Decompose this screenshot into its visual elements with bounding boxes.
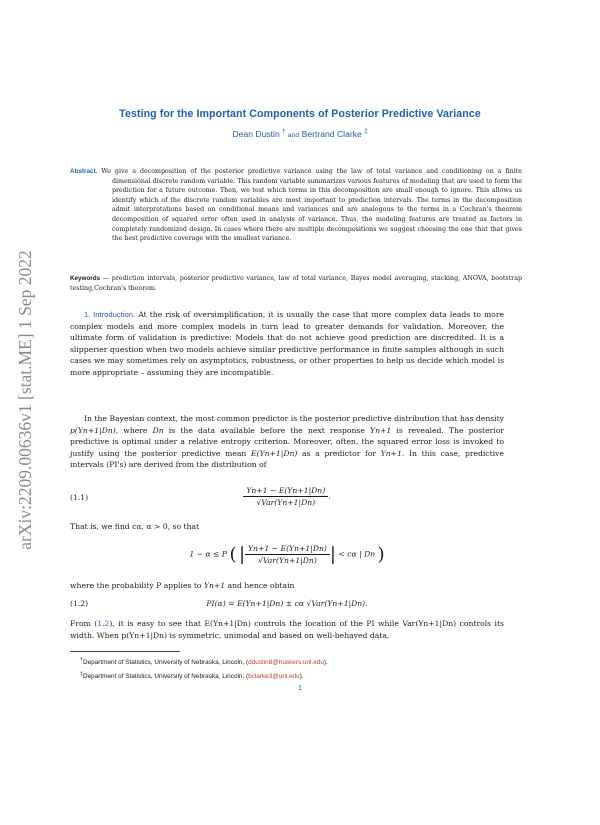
fraction-denominator: √Var(Yn+1|Dn) — [256, 498, 316, 507]
footnotes — [80, 655, 510, 682]
author-footnote-mark[interactable]: † — [282, 129, 286, 136]
section-heading: 1. Introduction. — [84, 310, 136, 319]
authors-and: and — [287, 132, 300, 139]
math-inline: Yn+1 — [203, 581, 226, 590]
fraction-numerator: Yn+1 − E(Yn+1|Dn) — [245, 543, 330, 555]
paragraph-text: ), it is easy to see that E(Yn+1|Dn) controls the location of the PI while Var(Yn+1|Dn) controls its width. When p(Yn+1|Dn) is symmetric, unimodal and based on well-behaved data, — [70, 619, 504, 640]
math-inline: Dn — [152, 425, 164, 435]
paragraph-text: , where — [115, 425, 153, 435]
abstract-text: We give a decomposition of the posterior predictive variance using the law of total variance and conditioning on a finite dimensional discrete random variable. This random variable summarizes various features of modeling that are used to form the prediction for a future outcome. Then, we test which terms in this decomposition are small enough to ignore. This allows us identify which of the discrete random variables are most important to prediction intervals. The terms in the decomposition admit interpretations based on conditional means and variances and are analogous to the terms in a Cochran's theorem decomposition of squared error often used in analysis of variance. Thus, the modeling features are treated as factors in completely randomized design. In cases where there are multiple decompositions we suggest choosing the one that that gives the best predictive coverage with the smallest variance. — [101, 168, 522, 243]
paragraph-text: In the Bayesian context, the most common predictor is the posterior predictive distribution that has density — [84, 414, 504, 423]
email-link[interactable]: ddustin8@huskers.unl.edu — [248, 659, 324, 667]
footnote-mark: ‡ — [80, 670, 83, 677]
math-inline: p(Yn+1|Dn) — [70, 425, 116, 435]
equation-end: . — [328, 491, 331, 501]
author-footnote-mark[interactable]: ‡ — [364, 129, 368, 136]
equation-body: PI(α) = E(Yn+1|Dn) ± cα √Var(Yn+1|Dn). — [206, 599, 368, 608]
equation-lhs: 1 − α ≤ P — [189, 549, 228, 559]
equation-number: (1.2) — [70, 599, 89, 608]
math-inline: Yn+1 — [370, 425, 392, 435]
footnote-text: ). — [323, 659, 328, 667]
equation-rhs: < cα | Dn — [338, 549, 376, 559]
paragraph-text: is the data available before the next response — [163, 425, 371, 435]
keywords-text: — prediction intervals, posterior predictive variance, law of total variance, Bayes model averaging, stacking, ANOVA, bootstrap testing,Cochran's theorem. — [70, 275, 522, 292]
equation-fraction — [245, 543, 330, 566]
keywords — [70, 274, 522, 293]
footnote-1 — [80, 655, 510, 669]
arxiv-stamp: arXiv:2209.00636v1 [stat.ME] 1 Sep 2022 — [15, 250, 35, 550]
paragraph-text: At the risk of oversimplification, it is usually the case that more complex data leads to more complex models and more complex models in turn lead to greater demands for validation. Moreover, the ultimate form of validation is predictive: Models that do not achieve good prediction are discredited. It is a slipperier question when two models achieve similar predictive performance in finite samples although in such cases we may sometimes rely on asymptotics, robustness, or other properties to help us decide which model is more appropriate – assuming they are incompatible. — [70, 310, 504, 377]
intro-paragraph-1 — [70, 309, 504, 378]
abstract — [70, 167, 522, 244]
footnote-divider — [70, 651, 180, 652]
page-number: 1 — [298, 683, 302, 692]
paragraph-text: where the probability P applies to — [70, 581, 204, 590]
paragraph-text: . In this case, predictive intervals (PI's) are derived from the distribution of — [70, 448, 504, 470]
email-link[interactable]: bclarke3@unl.edu — [248, 672, 300, 680]
equation-fraction — [243, 485, 331, 508]
paper-title: Testing for the Important Components of Posterior Predictive Variance — [119, 108, 481, 120]
equation-1-1 — [70, 485, 504, 511]
fraction-denominator: √Var(Yn+1|Dn) — [258, 556, 317, 565]
equation-probability: 1 − α ≤ P ( | $\frac{Yn+1 - E(Yn+1|Dn)}{\text{√Var(Yn+1|Dn)}}$ | < cα | Dn ) — [189, 544, 385, 565]
arxiv-stamp-container — [5, 200, 45, 600]
math-inline: E(Yn+1|Dn) — [250, 448, 298, 458]
math-inline: Yn+1 — [380, 448, 402, 458]
footnote-text: Department of Statistics, University of Nebraska, Lincoln, ( — [82, 659, 249, 667]
paragraph-text: as a predictor for — [297, 448, 381, 458]
footnote-text: Department of Statistics, University of Nebraska, Lincoln, ( — [82, 672, 249, 680]
equation-1-2 — [70, 597, 504, 615]
author-name: Dean Dustin — [232, 129, 280, 139]
intro-paragraph-3 — [70, 521, 504, 533]
footnote-mark: † — [80, 657, 83, 663]
intro-paragraph-4 — [70, 580, 504, 592]
paragraph-text: From ( — [70, 619, 98, 628]
paragraph-text: That is, we find cα, α > 0, so that — [70, 522, 200, 531]
footnote-text: ). — [299, 672, 304, 680]
fraction-numerator: Yn+1 − E(Yn+1|Dn) — [243, 485, 328, 497]
paragraph-text: is revealed. The posterior predictive is optimal under a relative entropy criterion. Moreover, often, the squared error loss is invoked to justify using the posterior predictive mean — [70, 425, 504, 458]
author-name: Bertrand Clarke — [301, 129, 362, 139]
equation-reference-link[interactable]: 1.2 — [97, 619, 110, 628]
authors-line — [70, 129, 530, 139]
paragraph-text: and hence obtain — [225, 581, 295, 590]
equation-number: (1.1) — [70, 493, 89, 502]
abstract-label: Abstract. — [70, 168, 98, 175]
intro-paragraph-2 — [70, 413, 504, 471]
keywords-label: Keywords — [70, 275, 101, 282]
footnote-2 — [80, 669, 510, 683]
intro-paragraph-5 — [70, 618, 504, 641]
